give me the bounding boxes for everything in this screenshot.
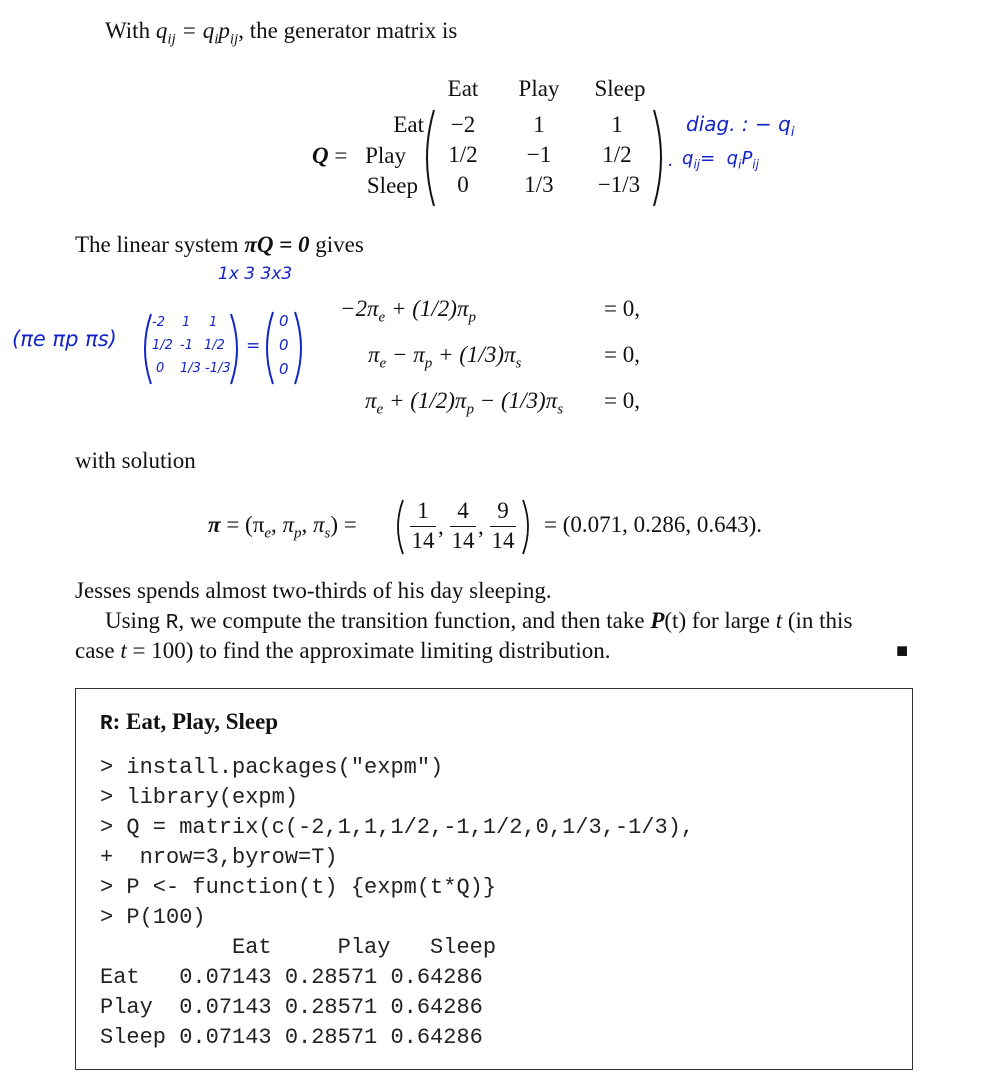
code-output-row: Eat 0.07143 0.28571 0.64286 <box>100 965 483 990</box>
hand-cell: 1/3 <box>180 361 201 376</box>
code-line: > library(expm) <box>100 785 299 810</box>
paragraph-line-1: Jesses spends almost two-thirds of his day sleeping. <box>75 578 552 603</box>
solution-left-paren <box>392 498 406 556</box>
hand-cell: 0 <box>156 361 165 376</box>
fraction-bar <box>490 526 516 527</box>
matrix-cell: −1/3 <box>597 172 641 197</box>
matrix-cell: 0 <box>457 172 469 197</box>
intro-prefix: With <box>105 18 151 43</box>
matrix-cell: 1/3 <box>524 172 554 197</box>
qij-annotation: $q_{ij}= q_iP_{ij}$ <box>682 148 759 172</box>
row-vector-annotation: (πe πp πs) <box>12 327 117 351</box>
matrix-cell: 1 <box>533 112 545 137</box>
hand-cell: -2 <box>152 315 165 330</box>
hand-cell: 1 <box>209 315 218 330</box>
code-output-header: Eat Play Sleep <box>100 935 497 960</box>
hand-zero-left-paren <box>260 310 276 386</box>
hand-cell: 1/2 <box>152 338 173 353</box>
equation-2-rhs: = 0, <box>604 342 640 367</box>
hand-equals: = <box>246 336 261 356</box>
solution-decimal: = (0.071, 0.286, 0.643). <box>544 512 763 537</box>
fraction-num: 4 <box>457 498 469 523</box>
matrix-right-paren <box>650 108 670 208</box>
intro-suffix: , the generator matrix is <box>238 18 458 43</box>
comma: , <box>478 514 484 539</box>
matrix-left-paren <box>418 108 438 208</box>
matrix-col-header: Eat <box>447 76 479 101</box>
fraction-bar <box>410 526 436 527</box>
equation-2: $\pi_e - \pi_p + (1/3)\pi_s$ <box>368 342 522 372</box>
qed-mark: ■ <box>896 640 909 662</box>
matrix-row-label: Sleep <box>366 173 418 198</box>
matrix-col-header: Play <box>518 76 560 101</box>
solution-right-paren <box>520 498 534 556</box>
intro-formula: $q_{ij} = q_ip_{ij}$ <box>155 18 239 48</box>
comma: , <box>438 514 444 539</box>
hand-zero: 0 <box>279 360 289 378</box>
linear-system-lead: The linear system πQ = 0 gives <box>75 232 364 257</box>
paragraph-line-3: case t = 100) to find the approximate limiting distribution. <box>75 638 611 663</box>
hand-zero: 0 <box>279 336 289 354</box>
equation-3: $\pi_e + (1/2)\pi_p - (1/3)\pi_s$ <box>365 388 564 418</box>
matrix-cell: −2 <box>450 112 476 137</box>
solution-lead: with solution <box>75 448 196 473</box>
equation-1-rhs: = 0, <box>604 296 640 321</box>
code-line: > Q = matrix(c(-2,1,1,1/2,-1,1/2,0,1/3,-1/3), <box>100 815 695 840</box>
matrix-dot: . <box>668 150 674 171</box>
fraction-den: 14 <box>411 528 435 553</box>
code-title: R: Eat, Play, Sleep <box>100 709 279 736</box>
matrix-cell: −1 <box>526 142 552 167</box>
matrix-row-label: Play <box>365 143 406 168</box>
code-line: > P(100) <box>100 905 206 930</box>
hand-cell: 1/2 <box>204 338 225 353</box>
paragraph-line-2: Using R, we compute the transition function, and then take P(t) for large t (in this <box>105 608 853 635</box>
hand-zero: 0 <box>279 312 289 330</box>
code-box <box>75 688 913 1070</box>
matrix-col-header: Sleep <box>594 76 646 101</box>
hand-cell: 1 <box>182 315 191 330</box>
equation-3-rhs: = 0, <box>604 388 640 413</box>
matrix-cell: 1/2 <box>448 142 478 167</box>
fraction-num: 9 <box>497 498 509 523</box>
matrix-symbol: Q = <box>312 143 348 168</box>
hand-zero-right-paren <box>292 310 308 386</box>
code-line: > P <- function(t) {expm(t*Q)} <box>100 875 497 900</box>
fraction-den: 14 <box>451 528 475 553</box>
fraction-den: 14 <box>491 528 515 553</box>
fraction-num: 1 <box>417 498 429 523</box>
diag-annotation: diag. : − $q_i$ <box>686 112 795 140</box>
intro-line <box>105 18 457 49</box>
code-line: + nrow=3,byrow=T) <box>100 845 338 870</box>
matrix-cell: 1 <box>611 112 623 137</box>
code-output-row: Sleep 0.07143 0.28571 0.64286 <box>100 1025 483 1050</box>
code-line: > install.packages("expm") <box>100 755 444 780</box>
hand-cell: -1/3 <box>205 361 231 376</box>
solution-tuple: $\pi = (\pi_e$, $\pi_p$, $\pi_s$) = <box>208 512 357 542</box>
matrix-cell: 1/2 <box>602 142 632 167</box>
fraction-bar <box>450 526 476 527</box>
dims-annotation: 1x 3 3x3 <box>218 264 293 284</box>
hand-cell: -1 <box>180 338 193 353</box>
code-output-row: Play 0.07143 0.28571 0.64286 <box>100 995 483 1020</box>
matrix-row-label: Eat <box>393 112 424 137</box>
equation-1: $-2\pi_e + (1/2)\pi_p$ <box>340 296 476 326</box>
